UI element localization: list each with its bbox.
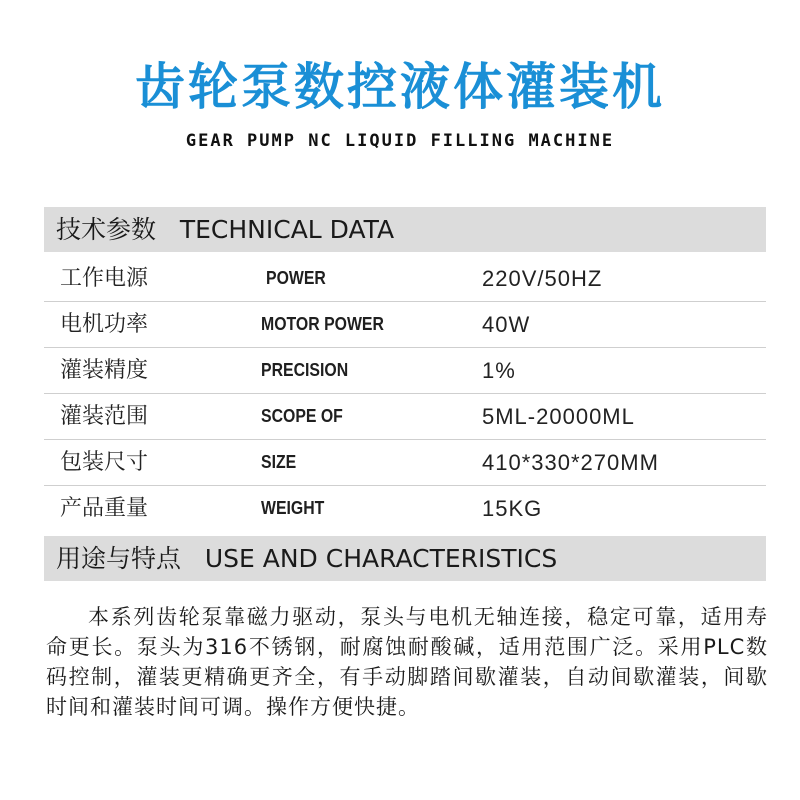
- spec-en-label: PRECISION: [261, 360, 349, 380]
- spec-cn-label: 电机功率: [60, 312, 149, 337]
- spec-cn-label: 灌装精度: [60, 358, 149, 383]
- spec-value: 410*330*270MM: [482, 450, 659, 475]
- spec-en-label: POWER: [266, 268, 326, 288]
- spec-cn-label: 工作电源: [60, 266, 149, 291]
- spec-table: [44, 256, 766, 531]
- spec-en-label: SIZE: [261, 452, 297, 472]
- spec-value: 40W: [482, 312, 531, 337]
- spec-value: 15KG: [482, 496, 543, 521]
- use-characteristics-header: [44, 536, 766, 581]
- spec-row-size: [44, 440, 766, 486]
- spec-en-label: WEIGHT: [261, 498, 325, 518]
- spec-en-label: SCOPE OF: [261, 406, 343, 426]
- spec-cn-label: 灌装范围: [60, 404, 149, 429]
- use-characteristics-label: 用途与特点 USE AND CHARACTERISTICS: [56, 544, 558, 573]
- spec-row-weight: [44, 486, 766, 531]
- technical-data-header: [44, 207, 766, 252]
- technical-data-label: 技术参数 TECHNICAL DATA: [56, 215, 395, 244]
- spec-row-power: [44, 256, 766, 302]
- spec-value: 220V/50HZ: [482, 266, 603, 291]
- page-title: 齿轮泵数控液体灌装机: [135, 58, 665, 116]
- spec-row-scope: [44, 394, 766, 440]
- spec-cn-label: 产品重量: [60, 496, 149, 521]
- description-paragraph: 本系列齿轮泵靠磁力驱动，泵头与电机无轴连接，稳定可靠，适用寿命更长。泵头为316不锈钢，耐腐蚀耐酸碱，适用范围广泛。采用PLC数码控制，灌装更精确更齐全，有手动脚踏间歇灌装，自动间歇灌装，间歇时间和灌装时间可调。操作方便快捷。: [46, 605, 768, 719]
- spec-value: 5ML-20000ML: [482, 404, 635, 429]
- spec-cn-label: 包装尺寸: [60, 450, 149, 475]
- spec-en-label: MOTOR POWER: [261, 314, 384, 334]
- page-subtitle: GEAR PUMP NC LIQUID FILLING MACHINE: [185, 131, 615, 151]
- spec-row-precision: [44, 348, 766, 394]
- spec-row-motor-power: [44, 302, 766, 348]
- spec-value: 1%: [482, 358, 516, 383]
